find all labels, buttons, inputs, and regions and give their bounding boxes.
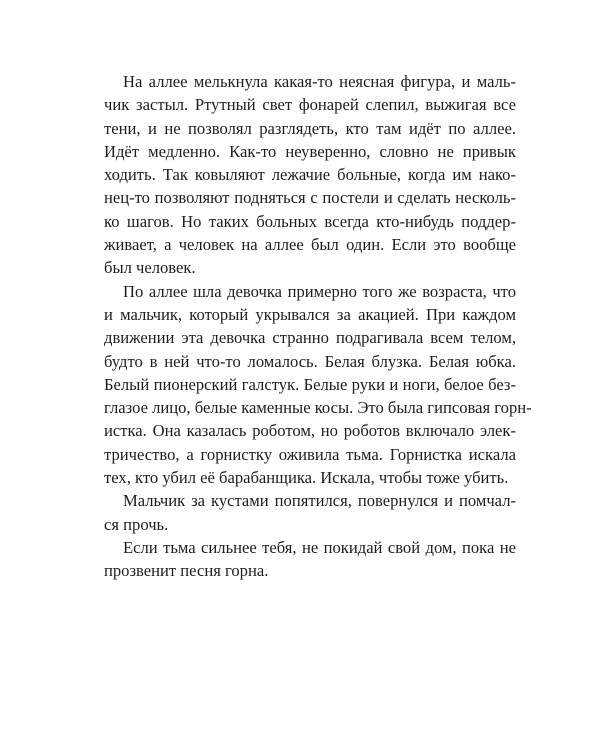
text-line: тех, кто убил её барабанщика. Искала, чтобы тоже убить. bbox=[104, 468, 509, 488]
text-line: нец-то позволяют подняться с постели и сделать несколь- bbox=[104, 188, 516, 208]
text-line: По аллее шла девочка примерно того же возраста, что bbox=[123, 281, 516, 301]
text-line: истка. Она казалась роботом, но роботов включало элек- bbox=[104, 421, 516, 441]
text-line: Мальчик за кустами попятился, повернулся и помчал- bbox=[123, 491, 516, 511]
text-line: движении эта девочка странно подрагивала всем телом, bbox=[104, 328, 516, 348]
text-line: и мальчик, который укрывался за акацией. При каждом bbox=[104, 304, 516, 324]
text-line: чик застыл. Ртутный свет фонарей слепил, выжигая все bbox=[104, 95, 516, 115]
text-line: Если тьма сильнее тебя, не покидай свой дом, пока не bbox=[123, 537, 516, 557]
text-line: ко шагов. Но таких больных всегда кто-нибудь поддер- bbox=[104, 211, 516, 231]
text-line: будто в ней что-то ломалось. Белая блузка. Белая юбка. bbox=[104, 351, 516, 371]
text-line: Идёт медленно. Как-то неуверенно, словно не привык bbox=[104, 141, 516, 161]
paragraph-4 bbox=[104, 536, 516, 583]
text-line: прозвенит песня горна. bbox=[104, 561, 269, 581]
text-line: живает, а человек на аллее был один. Если это вообще bbox=[104, 235, 516, 255]
body-text bbox=[104, 70, 532, 583]
paragraph-1 bbox=[104, 70, 516, 280]
text-line: тени, и не позволял разглядеть, кто там идёт по аллее. bbox=[104, 118, 516, 138]
text-line: ся прочь. bbox=[104, 514, 169, 534]
text-line: На аллее мелькнула какая-то неясная фигура, и маль- bbox=[123, 72, 516, 91]
paragraph-3 bbox=[104, 489, 516, 536]
text-line: глазое лицо, белые каменные косы. Это была гипсовая горн- bbox=[104, 398, 532, 418]
text-line: был человек. bbox=[104, 258, 196, 278]
paragraph-2 bbox=[104, 280, 532, 490]
text-line: Белый пионерский галстук. Белые руки и ноги, белое без- bbox=[104, 374, 516, 394]
text-line: тричество, а горнистку оживила тьма. Горнистка искала bbox=[104, 444, 516, 464]
text-line: ходить. Так ковыляют лежачие больные, когда им нако- bbox=[104, 165, 516, 185]
